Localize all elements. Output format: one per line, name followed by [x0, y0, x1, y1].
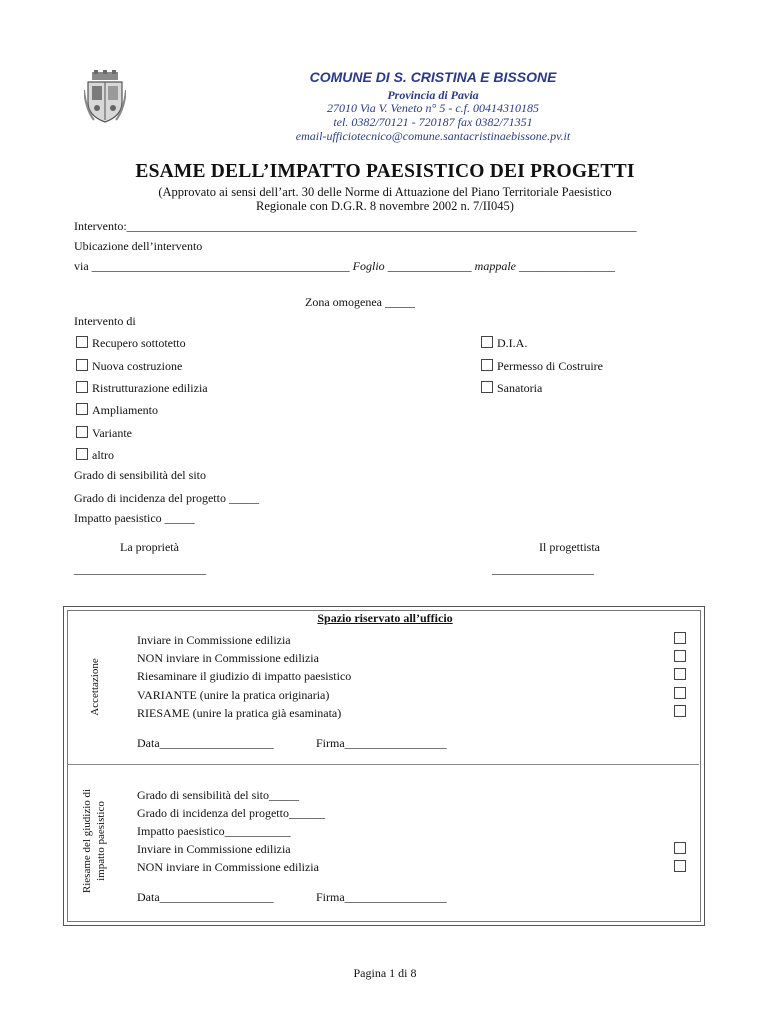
riesame-label-line-2: impatto paesistico — [95, 801, 107, 881]
checkbox-icon[interactable] — [76, 359, 88, 371]
office-item: Inviare in Commissione edilizia — [137, 842, 291, 856]
office-item: NON inviare in Commissione edilizia — [137, 651, 319, 665]
proprieta-signature-line[interactable]: ______________________ — [74, 562, 206, 576]
mappale-label: mappale — [474, 259, 516, 273]
option-recupero-sottotetto[interactable] — [76, 336, 186, 351]
option-nuova-costruzione[interactable] — [76, 359, 182, 374]
subtitle-line-1: (Approvato ai sensi dell’art. 30 delle Norme di Attuazione del Piano Territoriale Paesistico — [158, 185, 612, 199]
page-number: Pagina 1 di 8 — [353, 966, 417, 980]
checkbox-icon[interactable] — [76, 336, 88, 348]
progettista-signature-line[interactable]: _________________ — [492, 562, 594, 576]
option-ampliamento[interactable] — [76, 403, 158, 418]
checkbox-icon[interactable] — [674, 705, 686, 717]
option-sanatoria[interactable] — [481, 381, 542, 396]
office-item: Grado di sensibilità del sito_____ — [137, 788, 299, 802]
intervento-di-label: Intervento di — [74, 314, 136, 328]
firma-field[interactable]: Firma_________________ — [316, 736, 447, 750]
option-label: Permesso di Costruire — [497, 359, 603, 373]
office-item: Grado di incidenza del progetto______ — [137, 806, 325, 820]
option-dia[interactable] — [481, 336, 527, 351]
riesame-label-line-1: Riesame del giudizio di — [81, 788, 93, 894]
checkbox-icon[interactable] — [76, 381, 88, 393]
via-field[interactable]: via ___________________________________________ — [74, 259, 350, 273]
accettazione-label: Accettazione — [89, 658, 101, 716]
telephone: tel. 0382/70121 - 720187 fax 0382/71351 — [333, 115, 533, 129]
progettista-label: Il progettista — [539, 540, 600, 554]
checkbox-icon[interactable] — [674, 860, 686, 872]
option-label: Recupero sottotetto — [92, 336, 186, 350]
provincia: Provincia di Pavia — [387, 88, 479, 102]
office-item: RIESAME (unire la pratica già esaminata) — [137, 706, 342, 720]
option-permesso-costruire[interactable] — [481, 359, 603, 374]
checkbox-icon[interactable] — [674, 687, 686, 699]
option-altro[interactable] — [76, 448, 114, 463]
checkbox-icon[interactable] — [674, 668, 686, 680]
ubicazione-label: Ubicazione dell’intervento — [74, 239, 203, 253]
foglio-field[interactable]: ______________ — [387, 259, 472, 273]
option-label: Variante — [92, 426, 132, 440]
option-label: Ristrutturazione edilizia — [92, 381, 208, 395]
comune-name: COMUNE DI S. CRISTINA E BISSONE — [309, 69, 557, 85]
mappale-field[interactable]: ________________ — [519, 259, 615, 273]
checkbox-icon[interactable] — [76, 426, 88, 438]
office-item: Inviare in Commissione edilizia — [137, 633, 291, 647]
proprieta-label: La proprietà — [120, 540, 179, 554]
via-row — [74, 259, 615, 274]
option-label: Sanatoria — [497, 381, 543, 395]
checkbox-icon[interactable] — [481, 336, 493, 348]
data-field[interactable]: Data___________________ — [137, 736, 274, 750]
foglio-label: Foglio — [352, 259, 385, 273]
office-item: Impatto paesistico___________ — [137, 824, 291, 838]
checkbox-icon[interactable] — [76, 448, 88, 460]
checkbox-icon[interactable] — [674, 632, 686, 644]
address: 27010 Via V. Veneto n° 5 - c.f. 00414310185 — [327, 101, 539, 115]
option-label: D.I.A. — [497, 336, 528, 350]
zona-omogenea-field[interactable]: Zona omogenea _____ — [305, 295, 415, 309]
checkbox-icon[interactable] — [481, 381, 493, 393]
option-label: Nuova costruzione — [92, 359, 183, 373]
page-title: ESAME DELL’IMPATTO PAESISTICO DEI PROGETTI — [135, 161, 635, 182]
checkbox-icon[interactable] — [674, 842, 686, 854]
checkbox-icon[interactable] — [76, 403, 88, 415]
checkbox-icon[interactable] — [674, 650, 686, 662]
firma-field[interactable]: Firma_________________ — [316, 890, 447, 904]
option-label: altro — [92, 448, 114, 462]
checkbox-icon[interactable] — [481, 359, 493, 371]
grado-sensibilita-label: Grado di sensibilità del sito — [74, 468, 206, 482]
impatto-paesistico-field[interactable]: Impatto paesistico _____ — [74, 511, 195, 525]
data-field[interactable]: Data___________________ — [137, 890, 274, 904]
office-item: VARIANTE (unire la pratica originaria) — [137, 688, 330, 702]
option-ristrutturazione[interactable] — [76, 381, 208, 396]
option-variante[interactable] — [76, 426, 132, 441]
section-divider — [67, 764, 699, 765]
option-label: Ampliamento — [92, 403, 158, 417]
email: email-ufficiotecnico@comune.santacristinaebissone.pv.it — [295, 129, 571, 143]
office-item: NON inviare in Commissione edilizia — [137, 860, 319, 874]
office-title: Spazio riservato all’ufficio — [317, 611, 453, 625]
office-item: Riesaminare il giudizio di impatto paesistico — [137, 669, 352, 683]
grado-incidenza-field[interactable]: Grado di incidenza del progetto _____ — [74, 491, 259, 505]
intervento-field[interactable]: Intervento:_____________________________________________________________________________________ — [74, 219, 637, 233]
subtitle-line-2: Regionale con D.G.R. 8 novembre 2002 n. 7/II045) — [256, 199, 514, 213]
